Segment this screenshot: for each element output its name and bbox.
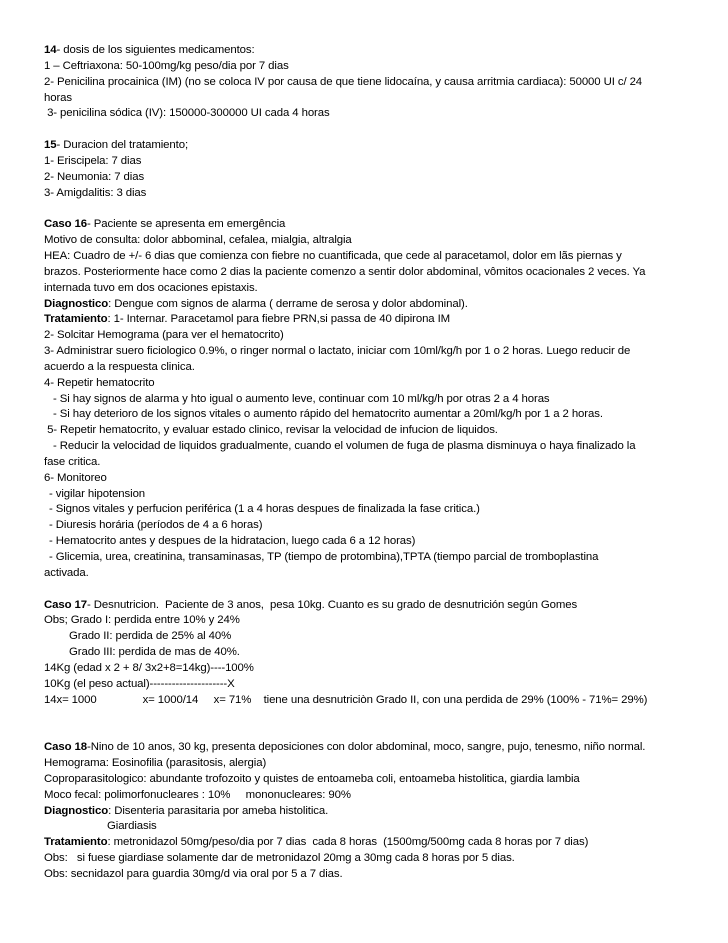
case18-diagnosis-label: Diagnostico [44, 804, 109, 817]
case16-step-3a: 3- Administrar suero ficiologico 0.9%, o ringer normal o lactato, iniciar com 10ml/kg/h por 1 o 2 horas. Luego reducir de [44, 345, 631, 358]
case16-diagnosis [44, 297, 694, 313]
q14-line-2b: horas [44, 91, 72, 104]
case16-title: - Paciente se apresenta em emergência [87, 218, 286, 231]
case18-heading [44, 740, 694, 756]
case18-treatment [44, 835, 694, 851]
case18-label: Caso 18 [44, 741, 87, 754]
case18-title: -Nino de 10 anos, 30 kg, presenta deposiciones con dolor abdominal, moco, sangre, pujo, tenesmo, niño normal. [87, 741, 646, 754]
case16-motivo: Motivo de consulta: dolor abbominal, cefalea, mialgia, altralgia [44, 234, 352, 247]
case17-formula-1: 14Kg (edad x 2 + 8/ 3x2+8=14kg)----100% [44, 661, 254, 674]
case16-step-5: 5- Repetir hematocrito, y evaluar estado clinico, revisar la velocidad de infucion de liquidos. [44, 424, 498, 437]
case16-treatment-label: Tratamiento [44, 313, 108, 326]
document-body [44, 43, 694, 883]
case16-monitor-3: - Diuresis horária (períodos de 4 a 6 horas) [49, 519, 263, 532]
case18-obs-2: Obs: secnidazol para guardia 30mg/d via oral por 5 a 7 dias. [44, 867, 343, 880]
case17-heading [44, 598, 694, 614]
case16-step-4: 4- Repetir hematocrito [44, 376, 155, 389]
case18-hemograma: Hemograma: Eosinofilia (parasitosis, alergia) [44, 756, 267, 769]
q14-number: 14 [44, 44, 57, 56]
case18-copro: Coproparasitologico: abundante trofozoito y quistes de entoamebа coli, entoameba histolitica, giardia lambia [44, 772, 580, 785]
case18-treatment-label: Tratamiento [44, 836, 108, 849]
case16-monitor-2: - Signos vitales y perfucion periférica (1 a 4 horas despues de finalizada la fase critica.) [49, 503, 480, 516]
q14-line-2: 2- Penicilina procainica (IM) (no se coloca IV por causa de que tiene lidocaína, y causa arritmia cardiaca): 50000 UI c/ 24 [44, 75, 643, 88]
case17-formula-2: 10Kg (el peso actual)---------------------X [44, 677, 235, 690]
case16-monitor-1: - vigilar hipotension [49, 487, 146, 500]
case16-step-5b: fase critica. [44, 455, 101, 468]
q14-line-1: 1 – Ceftriaxona: 50-100mg/kg peso/dia por 7 dias [44, 59, 289, 72]
case17-title: - Desnutricion. Paciente de 3 anos, pesa 10kg. Cuanto es su grado de desnutrición según Gomes [87, 598, 578, 611]
case18-diagnosis-text: : Disenteria parasitaria por ameba histolitica. [108, 804, 329, 817]
case16-monitor-4: - Hematocrito antes y despues de la hidratacion, luego cada 6 a 12 horas) [49, 535, 416, 548]
case16-heading [44, 217, 694, 233]
q15-number: 15 [44, 139, 57, 152]
case16-hea-1: HEA: Cuadro de +/- 6 dias que comienza con fiebre no cuantificada, que cede al paracetamol, dolor em lãs piernas y [44, 249, 622, 262]
case16-treatment-step-1: : 1- Internar. Paracetamol para fiebre PRN,si passa de 40 dipirona IM [107, 313, 451, 326]
case16-diagnosis-text: : Dengue com signos de alarma ( derrame de serosa y dolor abdominal). [108, 297, 468, 310]
case16-step-4b: - Si hay deterioro de los signos vitales o aumento rápido del hematocrito aumentar a 20ml/kg/h por 1 a 2 horas. [53, 408, 603, 421]
q15-line-1: 1- Eriscipela: 7 dias [44, 154, 142, 167]
case18-treatment-text: : metronidazol 50mg/peso/dia por 7 dias cada 8 horas (1500mg/500mg cada 8 horas por 7 dias) [107, 836, 589, 849]
case18-obs-1: Obs: si fuese giardiase solamente dar de metronidazol 20mg a 30mg cada 8 horas por 5 dias. [44, 852, 515, 865]
q15-heading [44, 138, 694, 154]
q15-line-3: 3- Amigdalitis: 3 dias [44, 186, 147, 199]
case16-diagnosis-label: Diagnostico [44, 297, 109, 310]
case17-formula-3: 14x= 1000 x= 1000/14 x= 71% tiene una desnutriciòn Grado II, con una perdida de 29% (100% - 71%= 29%) [44, 693, 648, 706]
case16-label: Caso 16 [44, 218, 87, 231]
case16-step-6: 6- Monitoreo [44, 471, 107, 484]
q14-line-3: 3- penicilina sódica (IV): 150000-300000 UI cada 4 horas [44, 107, 330, 120]
case16-step-3b: acuerdo a la respuesta clinica. [44, 360, 195, 373]
case18-diagnosis [44, 804, 694, 820]
case16-step-4a: - Si hay signos de alarma y hto igual o aumento leve, continuar com 10 ml/kg/h por otras 2 a 4 horas [53, 392, 550, 405]
case16-step-5a: - Reducir la velocidad de liquidos gradualmente, cuando el volumen de fuga de plasma disminuya o haya finalizado la [53, 440, 636, 453]
case17-grade-3: Grado III: perdida de mas de 40%. [69, 646, 240, 659]
case16-hea-2: brazos. Posteriormente hace como 2 dias la paciente comenzo a sentir dolor abdominal, vômitos ocacionales 2 veces. Ya [44, 265, 646, 278]
case18-giardiasis: Giardiasis [107, 820, 157, 833]
case16-monitor-5b: activada. [44, 566, 89, 579]
q15-line-2: 2- Neumonia: 7 dias [44, 170, 145, 183]
case16-hea-3: internada tuvo em dos ocaciones epistaxis. [44, 281, 258, 294]
q14-title: - dosis de los siguientes medicamentos: [56, 44, 255, 56]
case17-grade-2: Grado II: perdida de 25% al 40% [69, 630, 232, 643]
case16-monitor-5: - Glicemia, urea, creatinina, transaminasas, TP (tiempo de protombina),TPTA (tiempo parcial de tromboplastina [49, 551, 599, 563]
case17-label: Caso 17 [44, 598, 87, 611]
q15-title: - Duracion del tratamiento; [56, 139, 189, 152]
case16-treatment [44, 312, 694, 328]
case16-step-2: 2- Solcitar Hemograma (para ver el hematocrito) [44, 329, 284, 342]
case17-obs: Obs; Grado I: perdida entre 10% y 24% [44, 614, 240, 627]
case18-moco: Moco fecal: polimorfonucleares : 10% mononucleares: 90% [44, 788, 351, 801]
q14-heading [44, 43, 694, 59]
